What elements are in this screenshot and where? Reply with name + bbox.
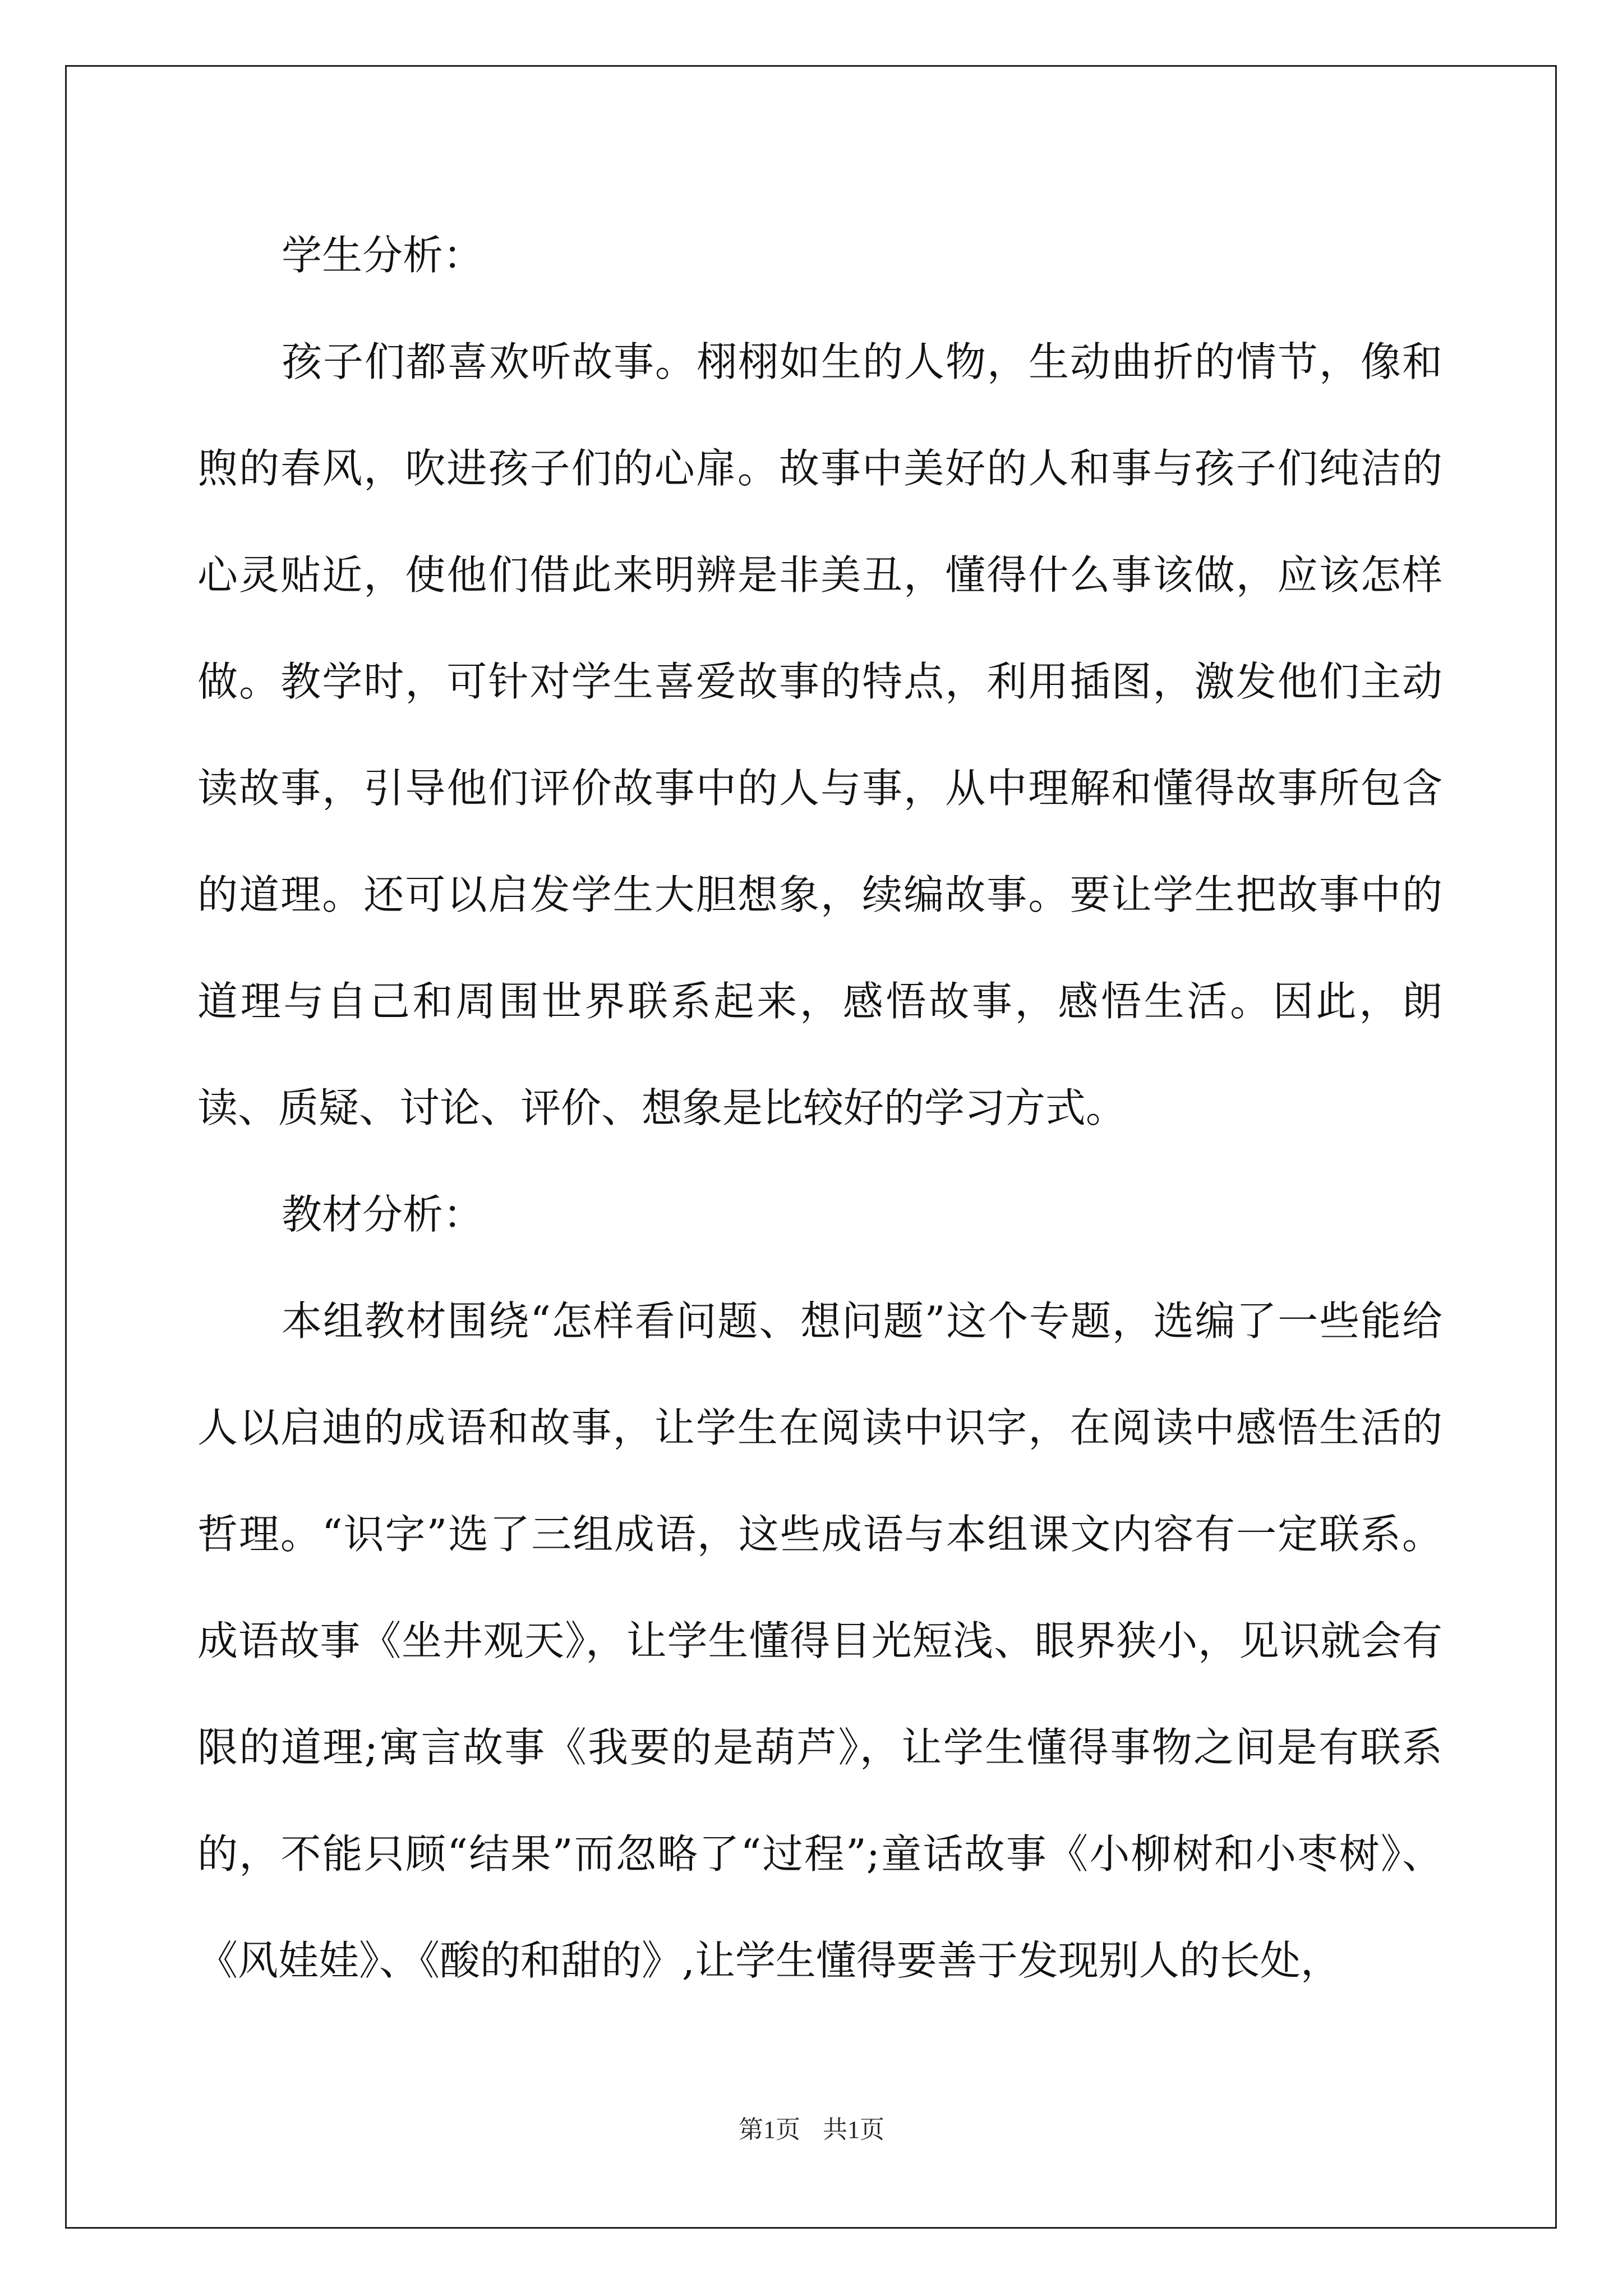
document-body [197,202,1442,2014]
paragraph-student-analysis: 孩子们都喜欢听故事。栩栩如生的人物，生动曲折的情节，像和煦的春风，吹进孩子们的心扉。故事中美好的人和事与孩子们纯洁的心灵贴近，使他们借此来明辨是非美丑，懂得什么事该做，应该怎样做。教学时，可针对学生喜爱故事的特点，利用插图，激发他们主动读故事，引导他们评价故事中的人与事，从中理解和懂得故事所包含的道理。还可以启发学生大胆想象，续编故事。要让学生把故事中的道理与自己和周围世界联系起来，感悟故事，感悟生活。因此，朗读、质疑、讨论、评价、想象是比较好的学习方式。 [197,338,1442,1131]
page-total: 共1页 [823,2116,884,2143]
paragraph-textbook-analysis: 本组教材围绕“怎样看问题、想问题”这个专题，选编了一些能给人以启迪的成语和故事，让学生在阅读中识字，在阅读中感悟生活的哲理。“识字”选了三组成语，这些成语与本组课文内容有一定联系。成语故事《坐井观天》，让学生懂得目光短浅、眼界狭小，见识就会有限的道理;寓言故事《我要的是葫芦》，让学生懂得事物之间是有联系的，不能只顾“结果”而忽略了“过程”;童话故事《小柳树和小枣树》、《风娃娃》、《酸的和甜的》,让学生懂得要善于发现别人的长处， [197,1297,1442,1984]
page-footer [0,2109,1623,2145]
heading-textbook-analysis: 教材分析： [282,1191,484,1238]
heading-student-analysis: 学生分析： [282,232,484,279]
page-number: 第1页 [739,2116,800,2143]
